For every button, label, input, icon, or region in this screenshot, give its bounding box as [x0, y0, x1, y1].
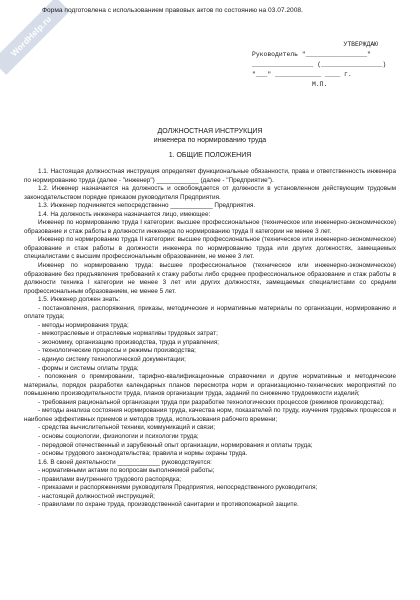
paragraph: - правилами по охране труда, производственной санитарии и противопожарной защите.	[38, 501, 299, 509]
approval-director-line: Руководитель "________________"	[252, 51, 371, 58]
paragraph: - технологические процессы и режимы производства;	[38, 347, 196, 355]
paragraph: 1.6. В своей деятельности ____________ руководствуется:	[38, 458, 212, 466]
paragraph: - постановления, распоряжения, приказы, методические и нормативные материалы по организации, нормированию и оплате труда;	[24, 304, 396, 321]
paragraph: - единую систему технологической документации;	[38, 356, 186, 364]
paragraph: - приказами и распоряжениями руководителя Предприятия, непосредственного руководителя;	[38, 484, 318, 492]
document-body	[24, 168, 396, 510]
document-title: ДОЛЖНОСТНАЯ ИНСТРУКЦИЯ	[157, 128, 263, 135]
paragraph: - средства вычислительной техники, коммуникаций и связи;	[38, 424, 216, 432]
approval-date-line: "___" ____________ ____ г.	[252, 71, 352, 78]
paragraph: - нормативными актами по вопросам выполняемой работы;	[38, 467, 215, 475]
paragraph: - передовой отечественный и зарубежный опыт организации, нормирования и оплаты труда;	[38, 441, 313, 449]
paragraph: - основы трудового законодательства; правила и нормы охраны труда.	[38, 450, 248, 458]
paragraph: Инженер по нормированию труда II категории: высшее профессиональное (техническое или инженерно-экономическое) образование и стаж работы в должности инженера по нормированию труда или других должностях, замещаемых специалистами с высшим профессиональным образованием, не менее 3 лет.	[24, 236, 396, 261]
paragraph: 1.1. Настоящая должностная инструкция определяет функциональные обязанности, права и ответственность инженера по нормированию труда (далее - "инженер") ____________ (далее - "Предприятие").	[24, 168, 396, 184]
watermark-badge: WordHelp.ru	[0, 0, 70, 75]
paragraph: 1.2. Инженер назначается на должность и освобождается от должности в установленном действующим трудовым законодательством порядке приказом руководителя Предприятия.	[24, 185, 396, 201]
paragraph: - экономику, организацию производства, труда и управления;	[38, 338, 220, 346]
approval-stamp-mark: М.П.	[312, 81, 328, 88]
paragraph: Инженер по нормированию труда: высшее профессиональное (техническое или инженерно-экономическое) образование без предъявления требований к стажу работы либо среднее профессиональное образование и стаж работы в должности техника I категории не менее 3 лет или других должностях, замещаемых специалистами со средним профессиональным образованием, не менее 5 лет.	[24, 262, 396, 295]
paragraph: - положения о премировании, тарифно-квалификационные справочники и другие нормативные и методические материалы, порядок разработки календарных планов пересмотра норм и организационно-технических мероприятий по повышению производительности труда, планов организации труда, заданий по снижению трудоемкости изделий;	[24, 373, 396, 398]
paragraph: - настоящей должностной инструкцией;	[38, 492, 155, 500]
paragraph: - межотраслевые и отраслевые нормативы трудовых затрат;	[38, 330, 218, 338]
paragraph: - правилами внутреннего трудового распорядка;	[38, 475, 182, 483]
section-heading-general: 1. ОБЩИЕ ПОЛОЖЕНИЯ	[168, 152, 252, 159]
paragraph: - методы анализа состояния нормирования труда, качества норм, показателей по труду, изучения трудовых процессов и наиболее эффективных приемов и методов труда, использования рабочего времени;	[24, 407, 396, 423]
form-source-note: Форма подготовлена с использованием правовых актов по состоянию на 03.07.2008.	[42, 7, 303, 14]
paragraph: - основы социологии, физиологии и психологии труда;	[38, 432, 199, 440]
document-subtitle: инженера по нормированию труда	[153, 137, 267, 144]
approval-signature-line: ________________ (________________)	[252, 61, 387, 68]
paragraph: Инженер по нормированию труда I категории: высшее профессиональное (техническое или инженерно-экономическое) образование и стаж работы в должности инженера по нормированию труда II категории не менее 3 лет.	[24, 219, 396, 235]
paragraph: - формы и системы оплаты труда;	[38, 364, 139, 372]
paragraph: 1.3. Инженер подчиняется непосредственно ____________ Предприятия.	[38, 202, 256, 210]
paragraph: - требования рациональной организации труда при разработке технологических процессов (режимов производства);	[38, 398, 384, 406]
paragraph: 1.4. На должность инженера назначается лицо, имеющее:	[38, 210, 211, 218]
paragraph: - методы нормирования труда;	[38, 321, 129, 329]
approval-title: УТВЕРЖДАЮ	[343, 41, 378, 48]
approval-block	[252, 40, 387, 90]
paragraph: 1.5. Инженер должен знать:	[38, 296, 121, 304]
